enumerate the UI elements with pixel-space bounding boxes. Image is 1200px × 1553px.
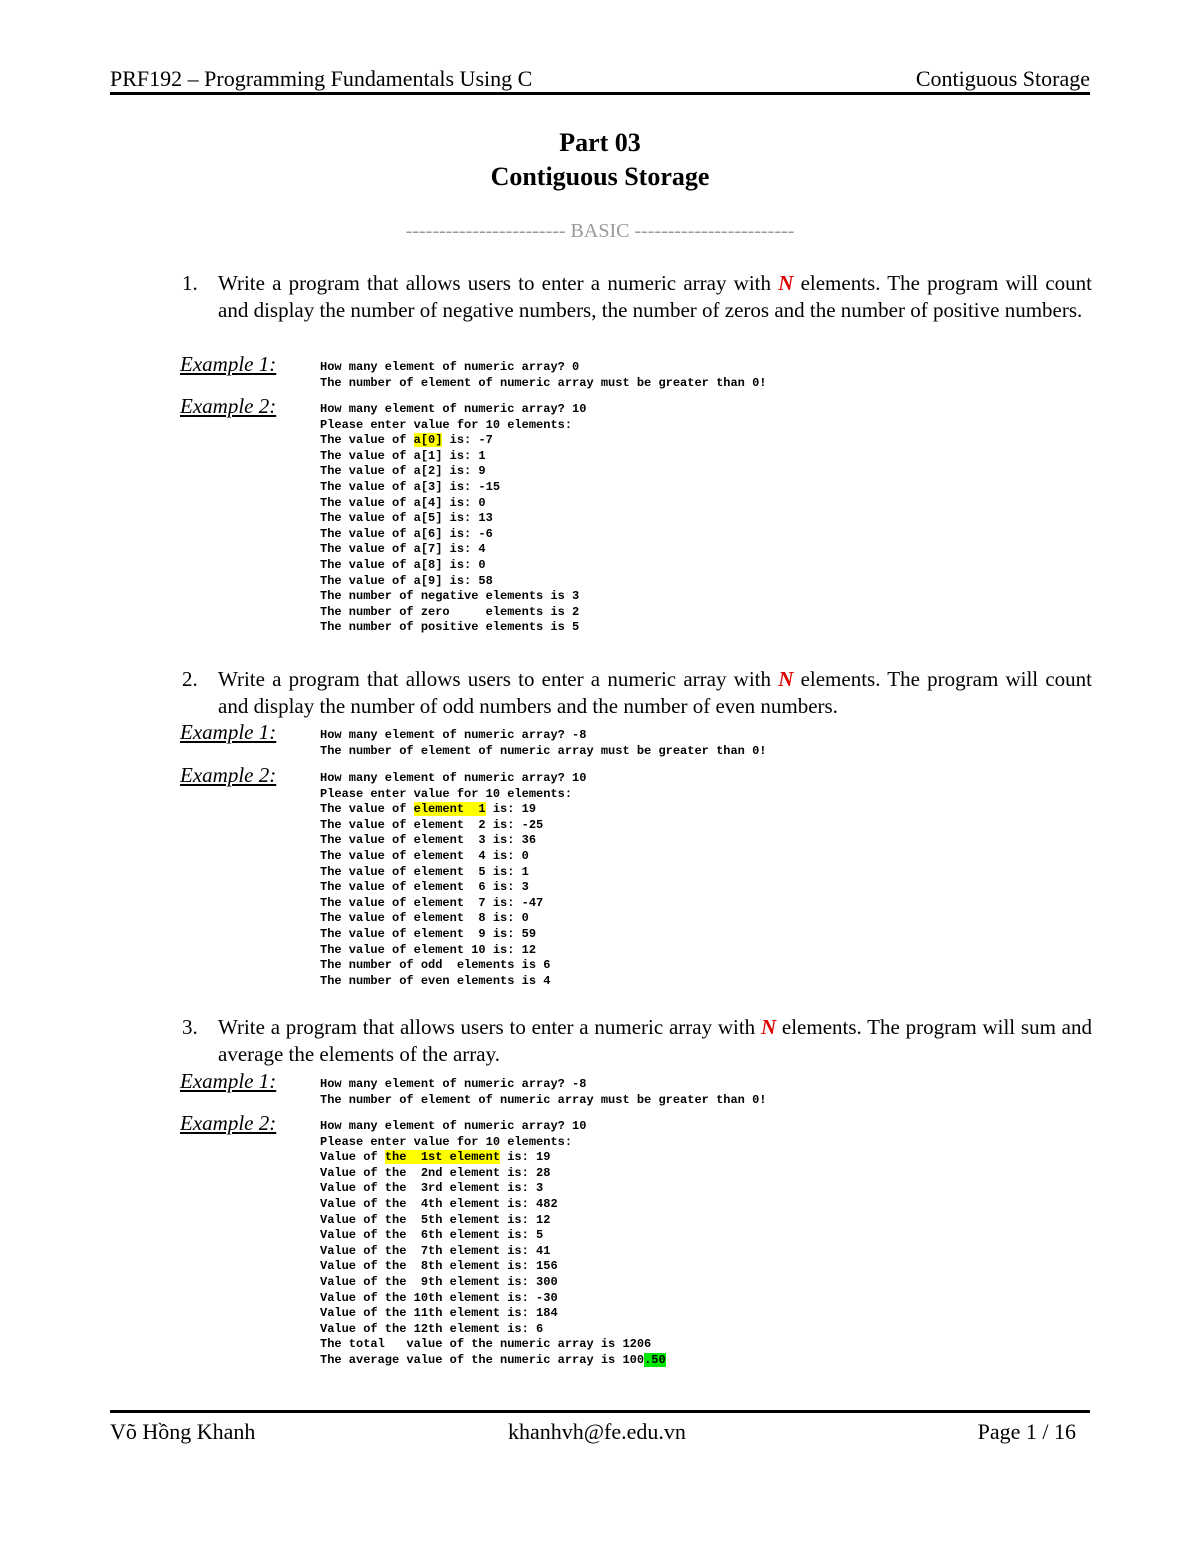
console-line: Please enter value for 10 elements:	[320, 786, 573, 801]
console-line: The value of a[6] is: -6	[320, 526, 493, 541]
console-line: Value of the 4th element is: 482	[320, 1196, 558, 1211]
console-line: The total value of the numeric array is 1206	[320, 1337, 652, 1352]
console-line: The value of element 8 is: 0	[320, 911, 529, 926]
console-line: The number of element of numeric array must be greater than 0!	[320, 743, 767, 758]
question-text	[218, 1014, 1092, 1068]
console-line: The number of element of numeric array must be greater than 0!	[320, 375, 767, 390]
part-subtitle: Contiguous Storage	[490, 162, 710, 191]
console-line: How many element of numeric array? 0	[320, 360, 580, 374]
question-1	[182, 270, 1092, 324]
console-line: The value of element 9 is: 59	[320, 926, 537, 941]
console-line: The value of a[0] is: -7	[320, 433, 493, 448]
console-line: The value of a[5] is: 13	[320, 511, 493, 526]
highlighted-text: the 1st element	[384, 1150, 501, 1165]
highlighted-text: a[0]	[413, 433, 443, 448]
console-line: The value of a[1] is: 1	[320, 448, 486, 463]
chapter-title: Contiguous Storage	[915, 66, 1090, 91]
console-line: The value of a[2] is: 9	[320, 464, 486, 479]
console-line: Value of the 7th element is: 41	[320, 1243, 551, 1258]
page-number: Page 1 / 16	[977, 1419, 1076, 1444]
console-line: How many element of numeric array? 10	[320, 1119, 587, 1133]
console-output	[320, 360, 766, 391]
console-line: The value of a[3] is: -15	[320, 479, 501, 494]
console-line: The value of element 1 is: 19	[320, 802, 537, 817]
console-line: Value of the 3rd element is: 3	[320, 1181, 544, 1196]
variable-n: N	[760, 1015, 777, 1039]
console-output	[320, 771, 586, 989]
console-line: Value of the 2nd element is: 28	[320, 1165, 551, 1180]
console-line: The value of a[7] is: 4	[320, 542, 486, 557]
console-output	[320, 728, 766, 759]
highlighted-text: element 1	[413, 802, 486, 817]
variable-n: N	[778, 667, 794, 691]
console-line: The value of element 3 is: 36	[320, 833, 537, 848]
example-1-label: Example 1:	[180, 1069, 277, 1093]
question-text-part: elements. The program will count and display the number of negative numbers, the number of zeros and the number of positive numbers.	[218, 271, 1092, 322]
console-line: The value of element 2 is: -25	[320, 817, 544, 832]
console-line: The value of a[9] is: 58	[320, 573, 493, 588]
question-text-part: Write a program that allows users to enter a numeric array with	[218, 271, 779, 295]
question-number: 2.	[182, 667, 198, 691]
console-line: Value of the 5th element is: 12	[320, 1212, 551, 1227]
console-line: Value of the 10th element is: -30	[320, 1290, 558, 1305]
console-line: How many element of numeric array? -8	[320, 1077, 587, 1091]
console-output	[320, 1119, 666, 1369]
author-name: Võ Hồng Khanh	[110, 1419, 256, 1444]
question-number: 3.	[182, 1015, 198, 1039]
question-text-part: elements. The program will sum and average the elements of the array.	[218, 1015, 1092, 1066]
console-line: How many element of numeric array? -8	[320, 728, 587, 742]
console-line: The value of element 7 is: -47	[320, 895, 544, 910]
course-title: PRF192 – Programming Fundamentals Using C	[110, 66, 533, 91]
console-line: How many element of numeric array? 10	[320, 402, 587, 416]
console-line: Value of the 11th element is: 184	[320, 1306, 558, 1321]
console-output	[320, 1077, 766, 1108]
part-title: Part 03	[559, 128, 641, 157]
console-line: The value of a[8] is: 0	[320, 557, 486, 572]
variable-n: N	[778, 271, 794, 295]
console-line: The number of negative elements is 3	[320, 589, 580, 604]
console-line: Value of the 12th element is: 6	[320, 1321, 544, 1336]
console-line: The value of a[4] is: 0	[320, 495, 486, 510]
console-line: The value of element 4 is: 0	[320, 848, 529, 863]
example-1-label: Example 1:	[180, 352, 277, 376]
console-line: The average value of the numeric array is 100.50	[320, 1352, 666, 1367]
console-line: Value of the 9th element is: 300	[320, 1274, 558, 1289]
question-text-part: Write a program that allows users to enter a numeric array with	[218, 1015, 761, 1039]
question-3	[182, 1014, 1092, 1068]
section-divider: ------------------------ BASIC ------------------------	[405, 220, 795, 242]
highlighted-text: .50	[644, 1352, 666, 1367]
console-line: The number of even elements is 4	[320, 973, 551, 988]
example-2-label: Example 2:	[180, 394, 277, 418]
console-line: How many element of numeric array? 10	[320, 771, 587, 785]
page-footer	[110, 1410, 1090, 1449]
console-line: The value of element 5 is: 1	[320, 864, 529, 879]
console-line: The number of element of numeric array must be greater than 0!	[320, 1092, 767, 1107]
console-line: Please enter value for 10 elements:	[320, 417, 573, 432]
console-line: Value of the 8th element is: 156	[320, 1259, 558, 1274]
example-1-label: Example 1:	[180, 720, 277, 744]
question-text	[218, 666, 1092, 720]
example-2-label: Example 2:	[180, 763, 277, 787]
console-line: The number of positive elements is 5	[320, 620, 580, 635]
question-text-part: Write a program that allows users to enter a numeric array with	[218, 667, 779, 691]
console-line: Value of the 6th element is: 5	[320, 1228, 544, 1243]
console-line: The value of element 6 is: 3	[320, 880, 529, 895]
console-line: The number of zero elements is 2	[320, 604, 580, 619]
console-output	[320, 402, 586, 636]
console-line: The value of element 10 is: 12	[320, 942, 537, 957]
question-number: 1.	[182, 271, 198, 295]
question-2	[182, 666, 1092, 720]
question-text-part: elements. The program will count and display the number of odd numbers and the number of even numbers.	[218, 667, 1092, 718]
page-header	[110, 62, 1090, 95]
console-line: The number of odd elements is 6	[320, 958, 551, 973]
example-2-label: Example 2:	[180, 1111, 277, 1135]
question-text	[218, 270, 1092, 324]
author-email: khanhvh@fe.edu.vn	[508, 1419, 686, 1444]
console-line: Value of the 1st element is: 19	[320, 1150, 551, 1165]
console-line: Please enter value for 10 elements:	[320, 1134, 573, 1149]
